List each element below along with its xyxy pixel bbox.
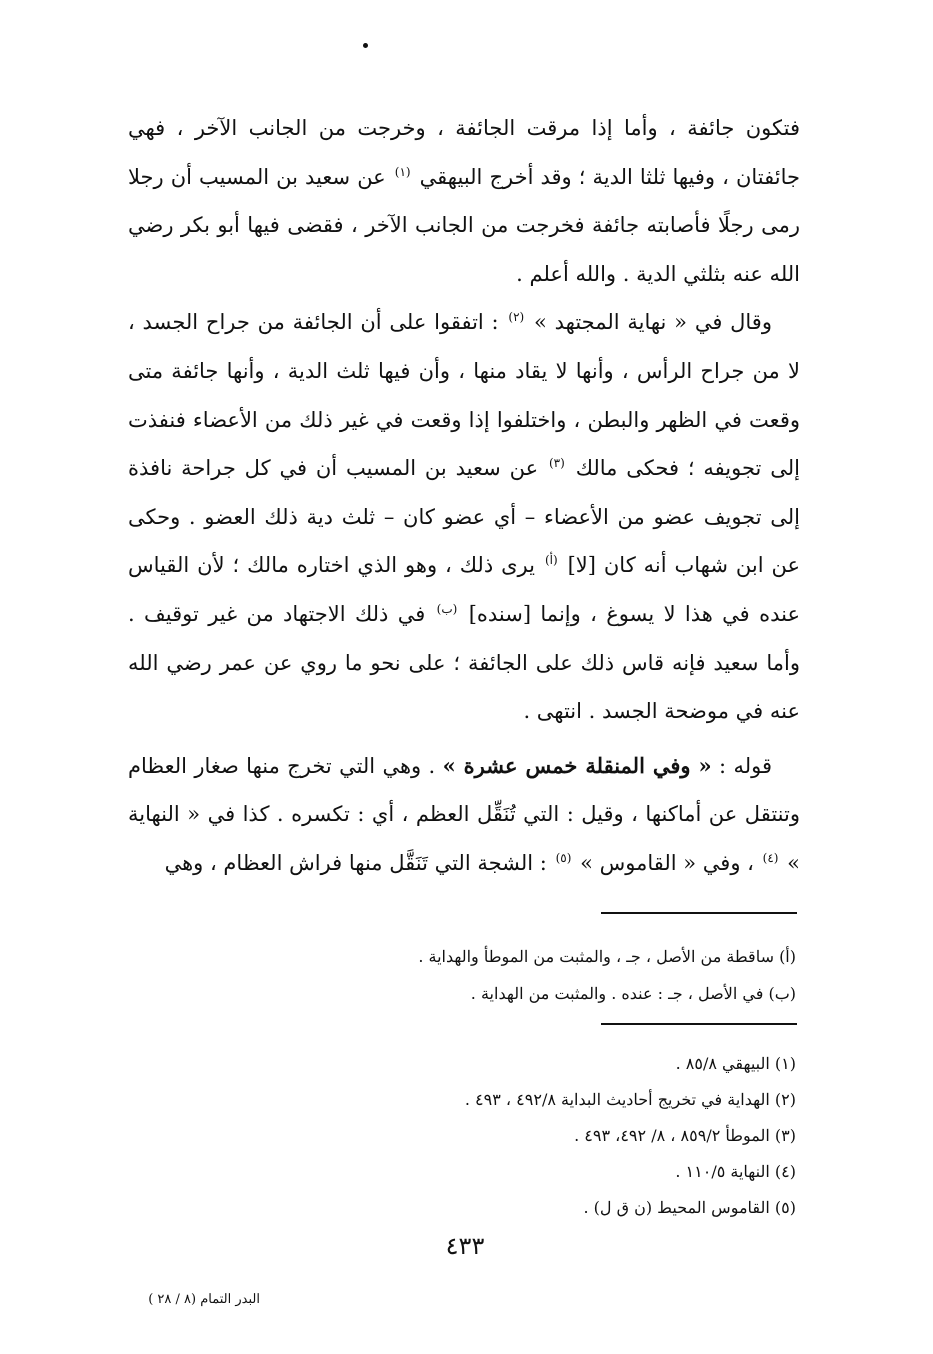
footnote-item: (٥) القاموس المحيط (ن ق ل) . — [583, 1198, 796, 1217]
footnote-ref-5: (٥) — [555, 850, 572, 865]
footnote-ref-3: (٣) — [548, 456, 565, 471]
paragraph-3 — [128, 742, 800, 888]
footnote-item: (٢) الهداية في تخريج أحاديث البداية ٤٩٢/٨ ، ٤٩٣ . — [464, 1090, 796, 1109]
footnote-divider-numbers — [601, 1023, 797, 1025]
footnote-item: (أ) ساقطة من الأصل ، جـ ، والمثبت من الموطأ والهداية . — [418, 947, 796, 966]
text-run: : اتفقوا على أن الجائفة من جراح الجسد ، لا من جراح الرأس ، وأنها لا يقاد منها ، وأن فيها ثلث الدية ، وأنها جائفة متى وقعت في الظهر والبطن ، واختلفوا إذا وقعت في غير ذلك من الأعضاء فنفذت إلى تجويفه ؛ فحكى مالك — [128, 310, 801, 481]
footnote-ref-b: (ب) — [436, 601, 458, 616]
footnote-ref-2: (٢) — [508, 310, 525, 325]
text-run: ، وفي « القاموس » — [580, 850, 754, 875]
footnote-ref-4: (٤) — [762, 850, 779, 865]
letter-footnotes — [300, 938, 796, 1012]
top-dot-mark — [363, 43, 368, 48]
numbered-footnotes — [300, 1046, 796, 1226]
footnote-item: (ب) في الأصل ، جـ : عنده . والمثبت من الهداية . — [470, 984, 796, 1003]
paragraph-1 — [128, 104, 800, 298]
running-footer: البدر التمام (٨ / ٢٨ ) — [148, 1292, 260, 1307]
footnote-ref-a: (أ) — [544, 553, 558, 568]
text-run: عن سعيد بن المسيب أن في كل جراحة نافذة إلى تجويف عضو من الأعضاء – أي عضو كان – ثلث دية ذلك العضو . وحكى عن ابن شهاب أنه كان [لا] — [128, 456, 800, 578]
text-run: : الشجة التي تَنَقَّل منها فراش العظام ، وهي — [164, 850, 547, 875]
text-run: قوله : — [719, 753, 772, 778]
footnote-ref-1: (١) — [394, 164, 411, 179]
footnote-item: (١) البيهقي ٨٥/٨ . — [675, 1054, 796, 1073]
text-run: عن سعيد بن المسيب أن رجلا رمى رجلًا فأصابته جائفة فخرجت من الجانب الآخر ، فقضى فيها أبو بكر رضي الله عنه بثلثي الدية . والله أعلم . — [128, 164, 800, 286]
text-run: يرى ذلك ، وهو الذي اختاره مالك ؛ لأن القياس عنده في هذا لا يسوغ ، وإنما [سنده] — [128, 553, 800, 626]
footnote-item: (٤) النهاية ١١٠/٥ . — [675, 1162, 796, 1181]
text-run: . وهي التي تخرج منها صغار العظام وتنتقل عن أماكنها ، وقيل : التي تُنَقِّل العظم ، أي : تكسره . كذا في « النهاية » — [128, 753, 800, 875]
paragraph-2 — [128, 298, 800, 735]
text-run: في ذلك الاجتهاد من غير توقيف . وأما سعيد فإنه قاس ذلك على الجائفة ؛ على نحو ما روي عن عمر رضي الله عنه في موضحة الجسد . انتهى . — [128, 601, 800, 724]
quoted-matn: « وفي المنقلة خمس عشرة » — [442, 752, 712, 778]
main-text — [128, 104, 800, 888]
footnote-item: (٣) الموطأ ٨٥٩/٢ ، ٨/ ٤٩٢، ٤٩٣ . — [574, 1126, 796, 1145]
footnote-divider-letters — [601, 912, 797, 914]
text-run: وقال في « نهاية المجتهد » — [534, 310, 772, 335]
page-number: ٤٣٣ — [445, 1232, 485, 1260]
text-run: فتكون جائفة ، وأما إذا مرقت الجائفة ، وخرجت من الجانب الآخر ، فهي جائفتان ، وفيها ثلثا الدية ؛ وقد أخرج البيهقي — [128, 116, 800, 189]
